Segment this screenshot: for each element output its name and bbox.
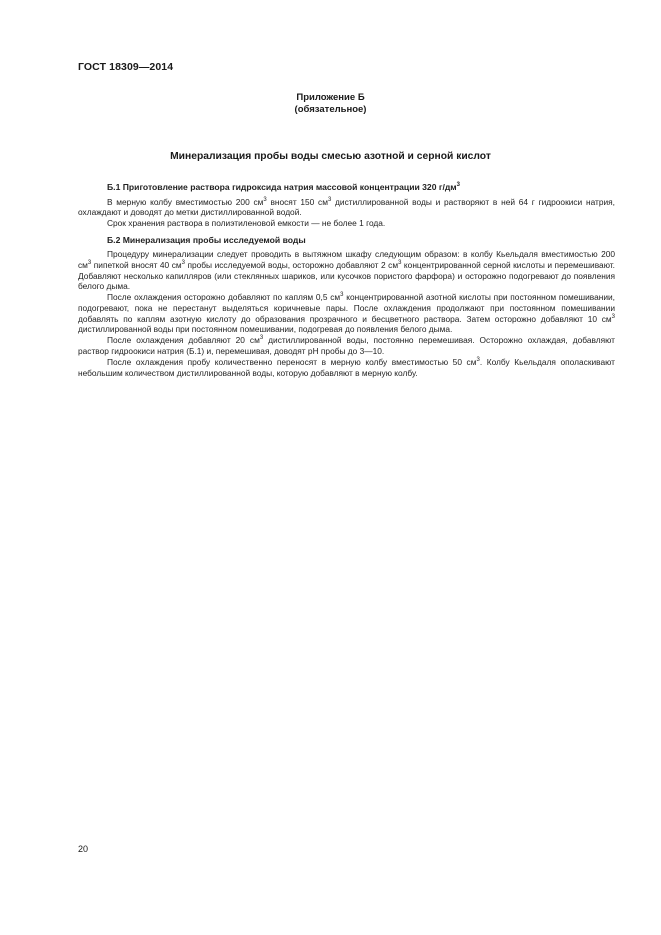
section-2-paragraph-4 xyxy=(78,357,615,378)
page-number: 20 xyxy=(78,844,89,854)
section-2-heading: Б.2 Минерализация пробы исследуемой воды xyxy=(107,234,306,245)
section-2-paragraph-3 xyxy=(78,335,615,356)
superscript: 3 xyxy=(181,260,185,267)
section-1-heading-text: Б.1 Приготовление раствора гидроксида натрия массовой концентрации 320 г/дм xyxy=(107,182,457,192)
superscript: 3 xyxy=(327,196,332,203)
text-run: концентрированной азотной кислоты при постоянном помешивании, подогревают, пока не перестанут выделяться коричневые пары. После охлаждения продолжают при постоянном помешивании добавлять по каплям азотную кислоту до образования прозрачного и бесцветного раствора. Затем осторожно добавляют 10 см xyxy=(78,292,615,324)
appendix-title: Минерализация пробы воды смесью азотной и серной кислот xyxy=(170,151,491,162)
text-run: пипеткой вносят 40 см xyxy=(91,260,182,271)
text-run: В мерную колбу вместимостью 200 см xyxy=(107,196,264,207)
superscript: 3 xyxy=(456,182,461,189)
section-1-paragraph-1 xyxy=(78,197,615,218)
document-code-header: ГОСТ 18309—2014 xyxy=(78,61,174,73)
superscript: 3 xyxy=(259,335,264,342)
superscript: 3 xyxy=(87,260,92,267)
text-run: После охлаждения осторожно добавляют по каплям 0,5 см xyxy=(107,292,341,303)
appendix-note: (обязательное) xyxy=(294,104,367,115)
superscript: 3 xyxy=(398,260,402,267)
section-2-paragraph-1 xyxy=(78,249,615,291)
superscript: 3 xyxy=(476,357,480,364)
text-run: дистиллированной воды, постоянно перемешивая. Осторожно охлаждая, добавляют раствор гидроокиси натрия (Б.1) и, перемешивая, доводят pH пробы до 3—10. xyxy=(78,335,615,356)
text-run: вносят 150 см xyxy=(266,196,328,207)
superscript: 3 xyxy=(340,292,344,299)
text-run: дистиллированной воды при постоянном помешивании, подогревая до появления белого дыма. xyxy=(78,324,453,335)
appendix-block xyxy=(0,92,661,116)
text-run: дистиллированной воды и растворяют в ней 64 г гидроокиси натрия, охлаждают и доводят до метки дистиллированной водой. xyxy=(78,196,615,218)
text-run: Процедуру минерализации следует проводить в вытяжном шкафу следующим образом: в колбу Кьельдаля вместимостью 200 см xyxy=(78,249,615,271)
section-2-paragraph-2 xyxy=(78,292,615,334)
text-run: После охлаждения пробу количественно переносят в мерную колбу вместимостью 50 см xyxy=(107,356,477,367)
text-run: После охлаждения добавляют 20 см xyxy=(107,335,260,346)
text-run: концентрированной серной кислоты и перемешивают. Добавляют несколько капилляров (или стеклянных шариков, или кусочков пористого фарфора) и осторожно подогревают до появления белого дыма. xyxy=(78,260,615,292)
appendix-label: Приложение Б xyxy=(296,92,365,103)
text-run: пробы исследуемой воды, осторожно добавляют 2 см xyxy=(184,260,399,271)
section-1-heading xyxy=(78,182,615,193)
text-run: . Колбу Кьельдаля ополаскивают небольшим количеством дистиллированной воды, которую добавляют в мерную колбу. xyxy=(78,356,616,378)
superscript: 3 xyxy=(263,196,267,203)
superscript: 3 xyxy=(611,313,615,320)
document-body xyxy=(78,182,615,378)
section-1-paragraph-2: Срок хранения раствора в полиэтиленовой емкости — не более 1 года. xyxy=(107,218,386,229)
